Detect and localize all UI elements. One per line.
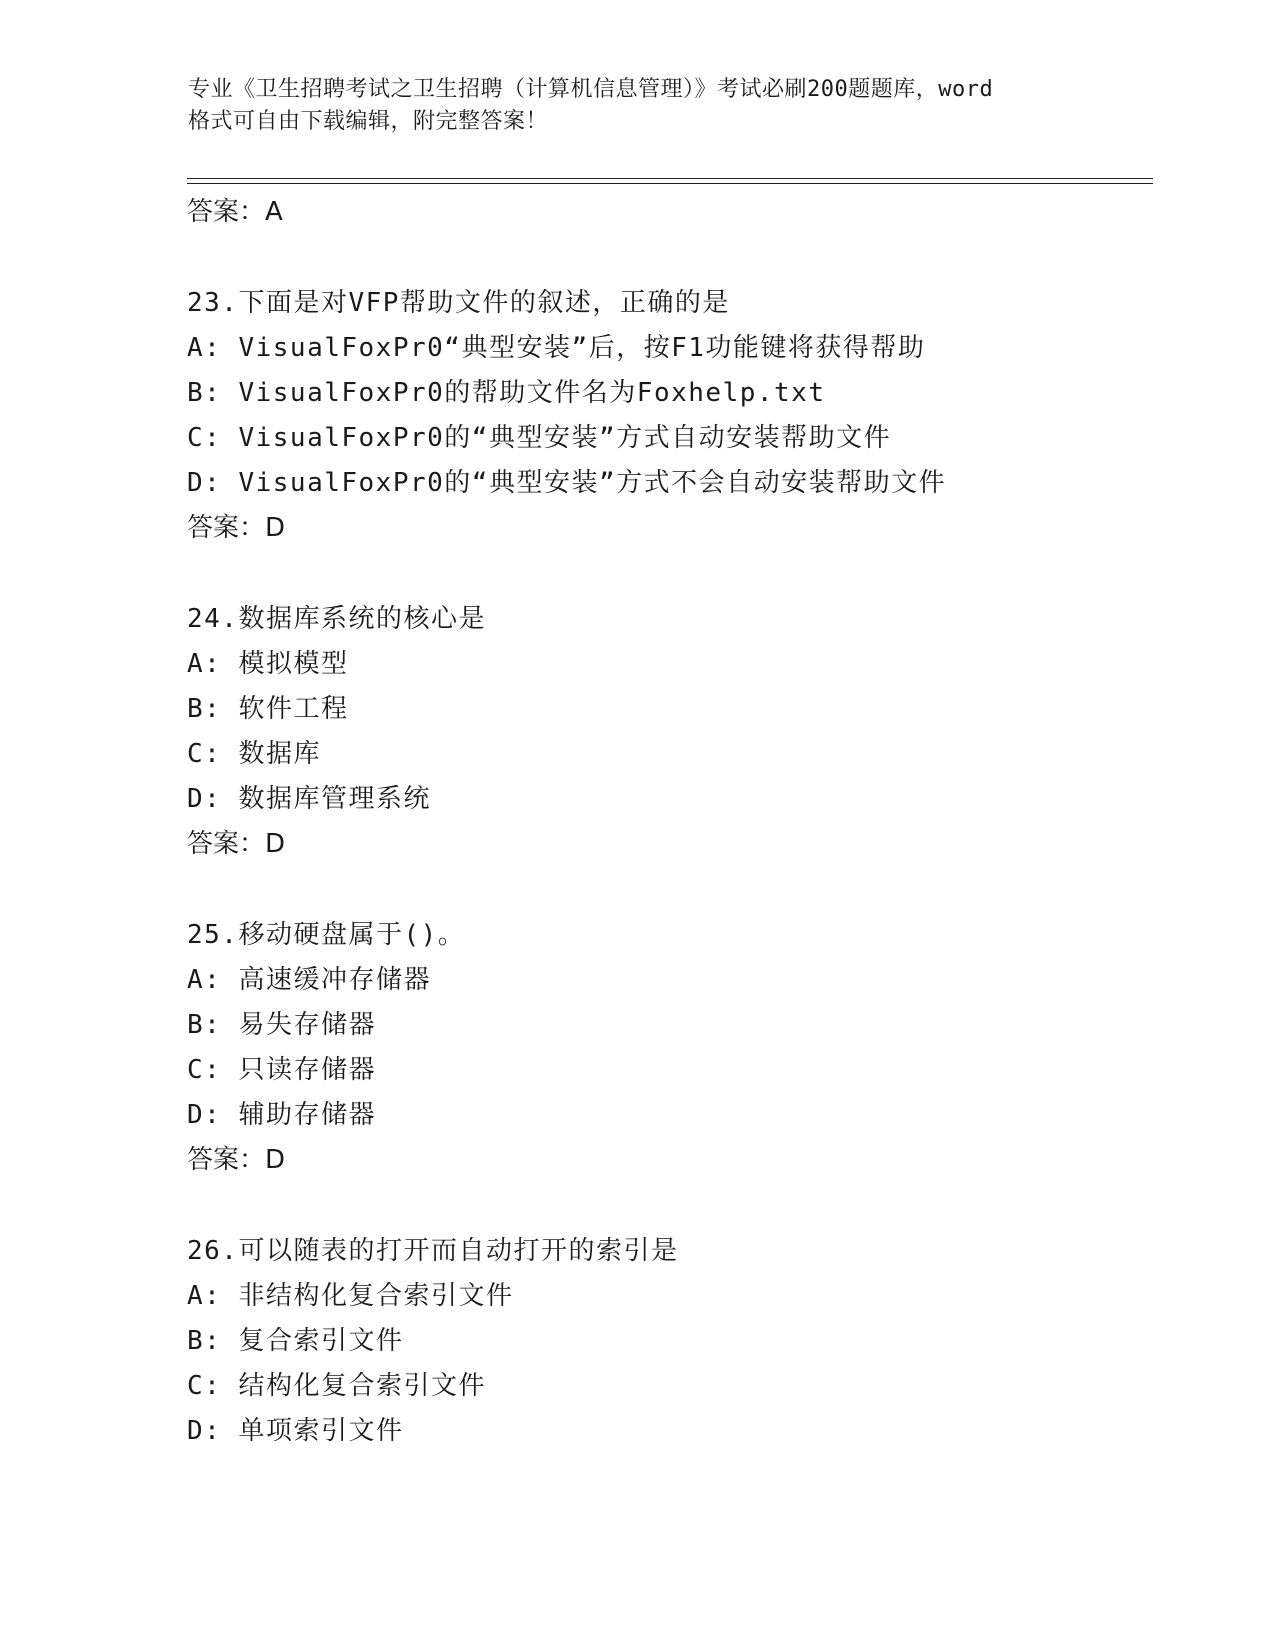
option-c: C: VisualFoxPr0的“典型安装”方式自动安装帮助文件 — [187, 423, 892, 453]
option-a: A: 非结构化复合索引文件 — [187, 1281, 514, 1311]
option-d: D: VisualFoxPr0的“典型安装”方式不会自动安装帮助文件 — [187, 468, 947, 498]
option-b: B: 软件工程 — [187, 694, 349, 724]
option-a: A: 高速缓冲存储器 — [187, 965, 431, 995]
answer: 答案：D — [187, 829, 286, 859]
answer-q22: 答案：A — [187, 197, 283, 227]
question-26 — [187, 1229, 1147, 1454]
answer: 答案：D — [187, 513, 286, 543]
option-b: B: VisualFoxPr0的帮助文件名为Foxhelp.txt — [187, 378, 826, 408]
header-title-line-1: 专业《卫生招聘考试之卫生招聘（计算机信息管理）》考试必刷200题题库，word — [188, 77, 994, 102]
question-stem: 24.数据库系统的核心是 — [187, 604, 486, 634]
option-c: C: 数据库 — [187, 739, 321, 769]
option-b: B: 易失存储器 — [187, 1010, 376, 1040]
answer: 答案：D — [187, 1145, 286, 1175]
option-b: B: 复合索引文件 — [187, 1326, 404, 1356]
option-a: A: 模拟模型 — [187, 649, 349, 679]
option-c: C: 只读存储器 — [187, 1055, 376, 1085]
option-d: D: 单项索引文件 — [187, 1416, 404, 1446]
question-25 — [187, 913, 1147, 1183]
question-24 — [187, 597, 1147, 867]
question-stem: 26.可以随表的打开而自动打开的索引是 — [187, 1236, 679, 1266]
question-stem: 25.移动硬盘属于()。 — [187, 920, 466, 950]
header-divider-top — [187, 178, 1153, 179]
question-list — [187, 190, 1147, 1454]
header-title-line-2: 格式可自由下载编辑，附完整答案！ — [188, 109, 549, 134]
question-stem: 23.下面是对VFP帮助文件的叙述，正确的是 — [187, 288, 730, 318]
option-a: A: VisualFoxPr0“典型安装”后，按F1功能键将获得帮助 — [187, 333, 926, 363]
option-d: D: 数据库管理系统 — [187, 784, 431, 814]
document-header — [188, 74, 1088, 138]
header-divider-bottom — [187, 183, 1153, 184]
option-d: D: 辅助存储器 — [187, 1100, 376, 1130]
option-c: C: 结构化复合索引文件 — [187, 1371, 486, 1401]
question-23 — [187, 281, 1147, 551]
